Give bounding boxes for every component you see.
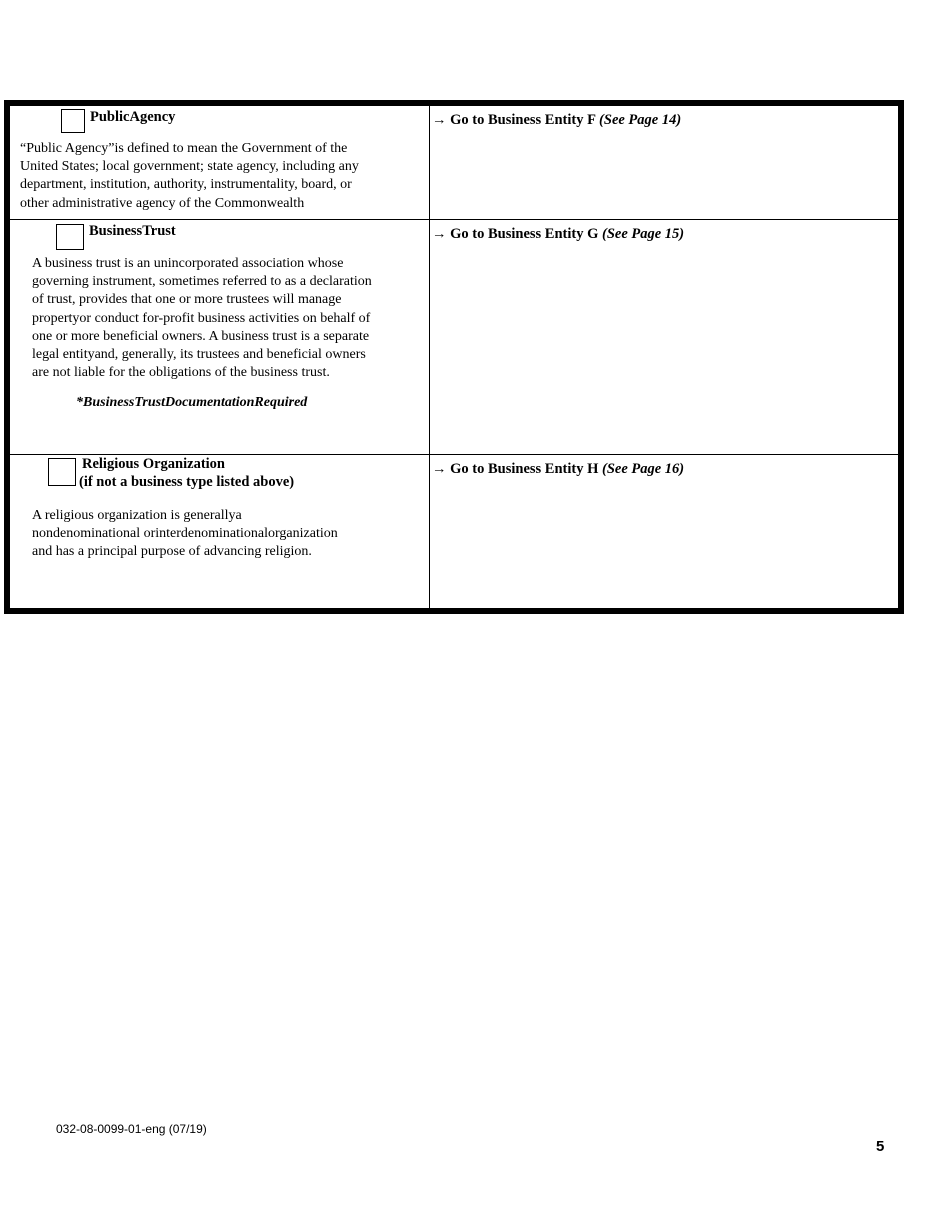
description-line: other administrative agency of the Commonwealth [20,195,305,211]
entity-description-cell [10,106,430,219]
religious-organization-description [32,507,338,562]
business-trust-description [32,255,372,382]
public-agency-description [20,140,359,213]
goto-entity-f [432,112,681,129]
description-line: department, institution, authority, instrumentality, board, or [20,177,352,193]
goto-text: → Go to Business Entity H [432,461,599,477]
entity-type-table [4,100,904,614]
entity-row-business-trust [10,219,898,454]
entity-goto-cell [430,106,898,219]
entity-title-text: PublicAgency [90,109,176,125]
entity-description-cell [10,455,430,608]
documentation-required-note: *BusinessTrustDocumentationRequired [76,395,308,410]
description-line: and has a principal purpose of advancing religion. [32,544,312,560]
goto-text: → Go to Business Entity F [432,112,596,128]
description-line: one or more beneficial owners. A business trust is a separate [32,328,370,344]
religious-organization-title [79,455,294,491]
religious-organization-checkbox[interactable] [48,458,76,486]
entity-title-text: Religious Organization [82,456,225,472]
description-line: governing instrument, sometimes referred to as a declaration [32,274,372,290]
description-line: propertyor conduct for-profit business activities on behalf of [32,310,371,326]
description-line: legal entityand, generally, its trustees and beneficial owners [32,347,366,363]
public-agency-title [90,108,175,126]
description-line: “Public Agency”is defined to mean the Government of the [20,141,348,156]
business-trust-title [89,222,176,240]
public-agency-checkbox[interactable] [61,109,85,133]
description-line: of trust, provides that one or more trustees will manage [32,292,342,308]
entity-goto-cell [430,455,898,608]
entity-description-cell [10,220,430,454]
description-line: nondenominational orinterdenominationalorganization [32,526,338,542]
goto-entity-h [432,461,684,478]
description-line: are not liable for the obligations of the business trust. [32,365,330,381]
entity-row-public-agency [10,106,898,219]
entity-row-religious-organization [10,454,898,608]
page-reference: (See Page 16) [602,461,685,477]
description-line: A religious organization is generallya [32,508,242,523]
entity-goto-cell [430,220,898,454]
description-line: United States; local government; state agency, including any [20,159,359,175]
business-trust-checkbox[interactable] [56,224,84,250]
entity-title-qualifier: (if not a business type listed above) [79,474,295,490]
page-number: 5 [876,1138,885,1155]
goto-entity-g [432,226,684,243]
page-reference: (See Page 14) [599,112,682,128]
description-line: A business trust is an unincorporated association whose [32,256,344,271]
entity-title-text: BusinessTrust [89,223,176,239]
goto-text: → Go to Business Entity G [432,226,599,242]
page-reference: (See Page 15) [602,226,685,242]
form-code: 032-08-0099-01-eng (07/19) [56,1122,207,1136]
